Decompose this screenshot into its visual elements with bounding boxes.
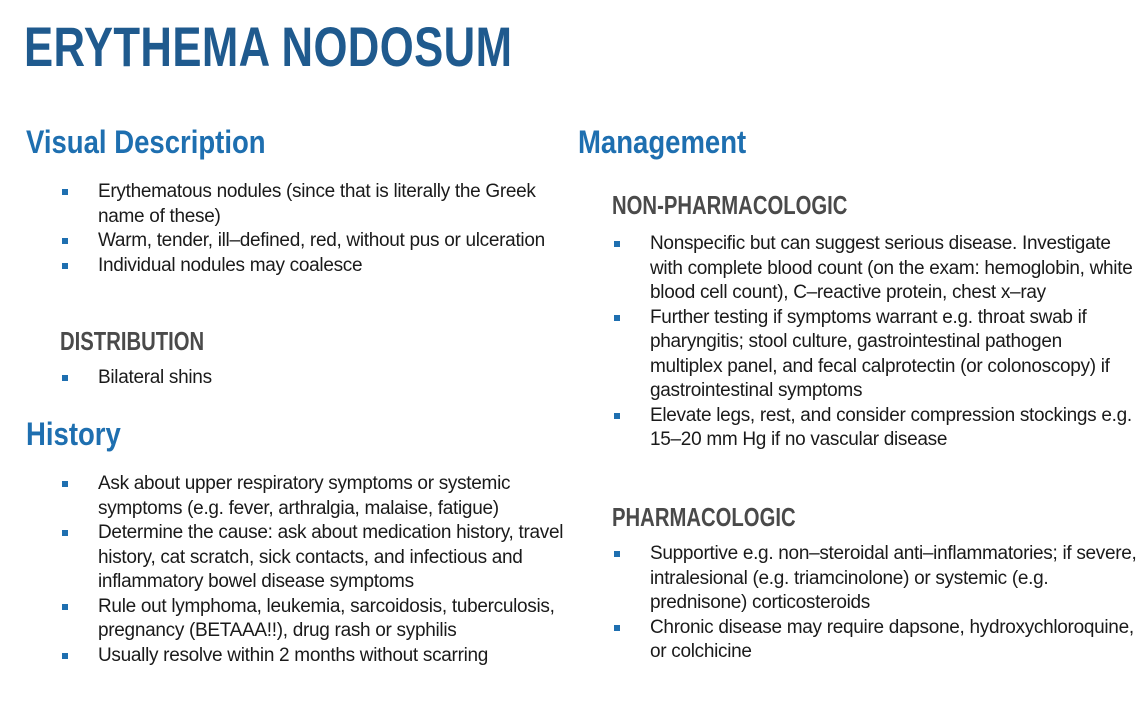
non-pharmacologic-list xyxy=(578,232,1138,453)
distribution-list xyxy=(26,366,566,391)
list-item-text: Bilateral shins xyxy=(98,367,212,388)
list-item-text: Determine the cause: ask about medication history, travel history, cat scratch, sick contacts, and infectious and inflammatory bowel disease symptoms xyxy=(98,522,564,592)
square-bullet-icon xyxy=(62,375,68,381)
square-bullet-icon xyxy=(614,551,620,557)
list-item xyxy=(26,366,566,391)
list-item xyxy=(578,404,1138,453)
square-bullet-icon xyxy=(62,189,68,195)
list-item xyxy=(578,306,1138,404)
list-item-text: Chronic disease may require dapsone, hydroxychloroquine, or colchicine xyxy=(650,616,1134,662)
list-item-text: Nonspecific but can suggest serious disease. Investigate with complete blood count (on the exam: hemoglobin, white blood cell count), C–reactive protein, chest x–ray xyxy=(650,233,1133,303)
square-bullet-icon xyxy=(62,604,68,610)
list-item-text: Warm, tender, ill–defined, red, without pus or ulceration xyxy=(98,230,545,251)
square-bullet-icon xyxy=(614,315,620,321)
list-item-text: Erythematous nodules (since that is literally the Greek name of these) xyxy=(98,181,536,227)
list-item xyxy=(578,616,1138,665)
list-item-text: Individual nodules may coalesce xyxy=(98,254,363,276)
square-bullet-icon xyxy=(62,530,68,536)
list-item xyxy=(26,595,566,644)
pharmacologic-list xyxy=(578,542,1138,665)
list-item-text: Usually resolve within 2 months without scarring xyxy=(98,644,489,666)
management-heading: Management xyxy=(578,124,747,160)
square-bullet-icon xyxy=(62,238,68,244)
history-list xyxy=(26,472,566,668)
list-item xyxy=(26,521,566,595)
square-bullet-icon xyxy=(62,263,68,269)
list-item xyxy=(578,232,1138,306)
square-bullet-icon xyxy=(614,413,620,419)
list-item xyxy=(26,180,566,229)
pharmacologic-heading: PHARMACOLOGIC xyxy=(612,502,796,532)
list-item-text: Elevate legs, rest, and consider compression stockings e.g. 15–20 mm Hg if no vascular disease xyxy=(650,404,1132,450)
history-heading: History xyxy=(26,416,121,452)
square-bullet-icon xyxy=(62,653,68,659)
visual-description-list xyxy=(26,180,566,278)
list-item xyxy=(26,229,566,254)
list-item xyxy=(26,472,566,521)
list-item xyxy=(578,542,1138,616)
list-item-text: Ask about upper respiratory symptoms or systemic symptoms (e.g. fever, arthralgia, malaise, fatigue) xyxy=(98,473,511,519)
non-pharmacologic-heading: NON-PHARMACOLOGIC xyxy=(612,190,848,220)
visual-description-heading: Visual Description xyxy=(26,124,266,160)
list-item xyxy=(26,644,566,669)
distribution-heading: DISTRIBUTION xyxy=(60,326,205,356)
visual-description-section xyxy=(26,124,556,276)
square-bullet-icon xyxy=(614,241,620,247)
list-item-text: Supportive e.g. non–steroidal anti–inflammatories; if severe, intralesional (e.g. triamcinolone) or systemic (e.g. prednisone) corticosteroids xyxy=(650,543,1137,613)
square-bullet-icon xyxy=(614,625,620,631)
square-bullet-icon xyxy=(62,481,68,487)
list-item-text: Further testing if symptoms warrant e.g. throat swab if pharyngitis; stool culture, gastrointestinal pathogen multiplex panel, and fecal calprotectin (or colonoscopy) if gastrointestinal symptoms xyxy=(650,306,1110,401)
list-item xyxy=(26,254,566,279)
page-title: ERYTHEMA NODOSUM xyxy=(24,15,513,78)
list-item-text: Rule out lymphoma, leukemia, sarcoidosis, tuberculosis, pregnancy (BETAAA!!), drug rash or syphilis xyxy=(98,595,555,641)
